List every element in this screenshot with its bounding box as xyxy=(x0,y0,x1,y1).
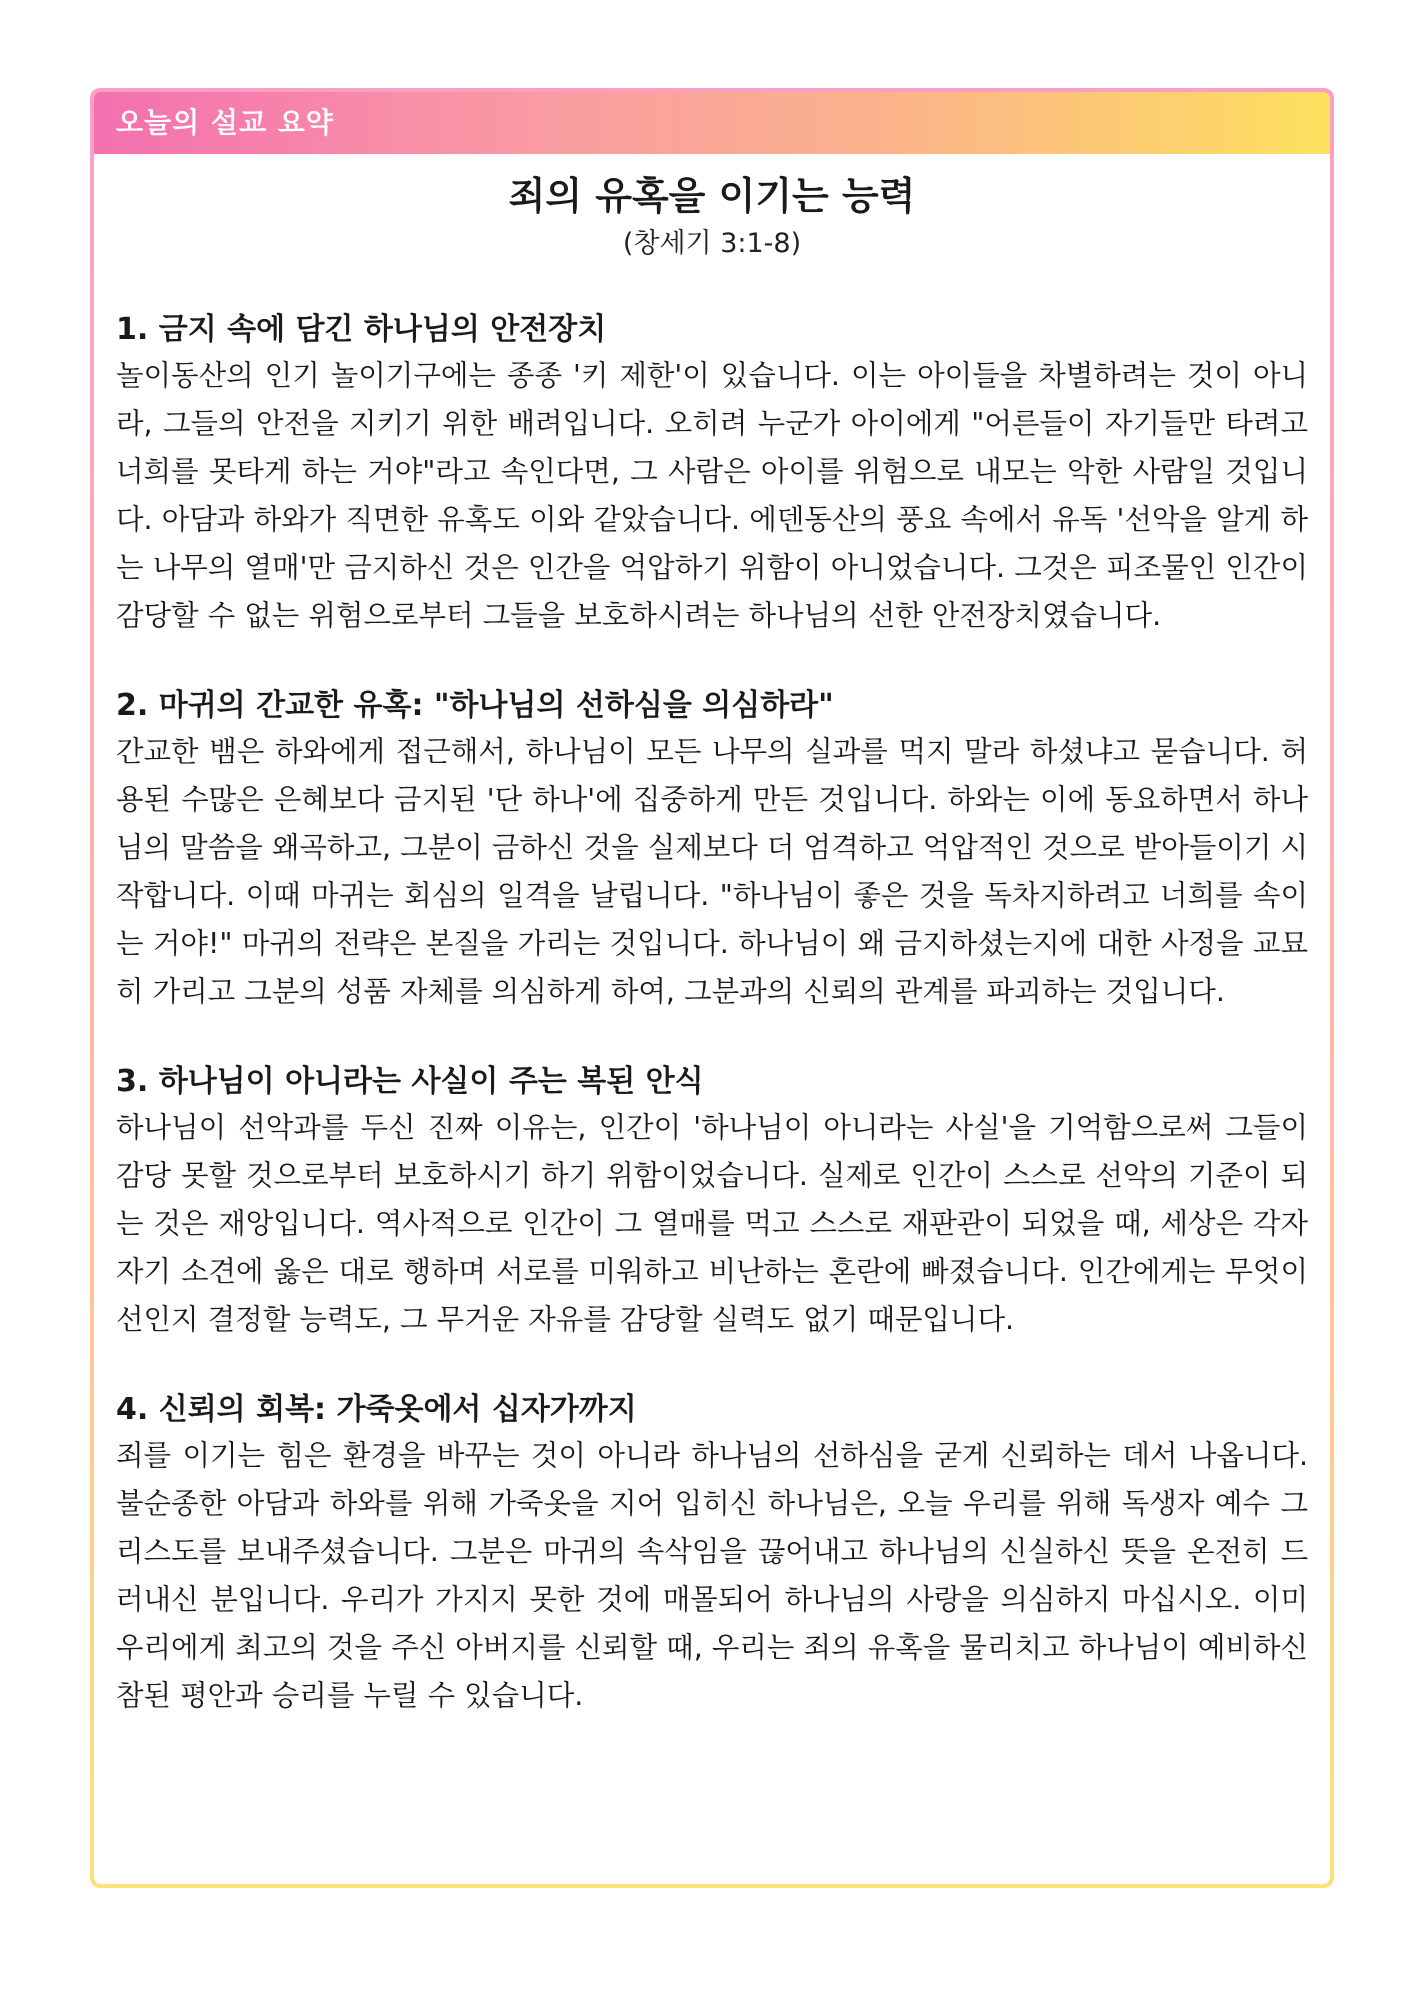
section-heading: 3. 하나님이 아니라는 사실이 주는 복된 안식 xyxy=(116,1064,704,1099)
section-body: 놀이동산의 인기 놀이기구에는 종종 '키 제한'이 있습니다. 이는 아이들을 차별하려는 것이 아니라, 그들의 안전을 지키기 위한 배려입니다. 오히려 누군가 아이에게 "어른들이 자기들만 타려고 너희를 못타게 하는 거야"라고 속인다면, 그 사람은 아이를 위험으로 내모는 악한 사람일 것입니다. 아담과 하와가 직면한 유혹도 이와 같았습니다. 에덴동산의 풍요 속에서 유독 '선악을 알게 하는 나무의 열매'만 금지하신 것은 인간을 억압하기 위함이 아니었습니다. 그것은 피조물인 인간이 감당할 수 없는 위험으로부터 그들을 보호하시려는 하나님의 선한 안전장치였습니다. xyxy=(116,359,1308,632)
section-body: 하나님이 선악과를 두신 진짜 이유는, 인간이 '하나님이 아니라는 사실'을 기억함으로써 그들이 감당 못할 것으로부터 보호하시기 하기 위함이었습니다. 실제로 인간이 스스로 선악의 기준이 되는 것은 재앙입니다. 역사적으로 인간이 그 열매를 먹고 스스로 재판관이 되었을 때, 세상은 각자 자기 소견에 옳은 대로 행하며 서로를 미워하고 비난하는 혼란에 빠졌습니다. 인간에게는 무엇이 선인지 결정할 능력도, 그 무거운 자유를 감당할 실력도 없기 때문입니다. xyxy=(116,1111,1308,1336)
header-label: 오늘의 설교 요약 xyxy=(116,106,334,139)
header-bar xyxy=(94,92,1330,154)
section-body: 간교한 뱀은 하와에게 접근해서, 하나님이 모든 나무의 실과를 먹지 말라 하셨냐고 묻습니다. 허용된 수많은 은혜보다 금지된 '단 하나'에 집중하게 만든 것입니다. 하와는 이에 동요하면서 하나님의 말씀을 왜곡하고, 그분이 금하신 것을 실제보다 더 엄격하고 억압적인 것으로 받아들이기 시작합니다. 이때 마귀는 회심의 일격을 날립니다. "하나님이 좋은 것을 독차지하려고 너희를 속이는 거야!" 마귀의 전략은 본질을 가리는 것입니다. 하나님이 왜 금지하셨는지에 대한 사정을 교묘히 가리고 그분의 성품 자체를 의심하게 하여, 그분과의 신뢰의 관계를 파괴하는 것입니다. xyxy=(116,735,1308,1008)
section-heading: 1. 금지 속에 담긴 하나님의 안전장치 xyxy=(116,312,607,347)
summary-content xyxy=(116,154,1308,1720)
section-2 xyxy=(116,684,1308,1016)
card-inner xyxy=(94,92,1330,1884)
sermon-title: 죄의 유혹을 이기는 능력 xyxy=(508,174,916,218)
section-4 xyxy=(116,1388,1308,1720)
section-body: 죄를 이기는 힘은 환경을 바꾸는 것이 아니라 하나님의 선하심을 굳게 신뢰하는 데서 나옵니다. 불순종한 아담과 하와를 위해 가죽옷을 지어 입히신 하나님은, 오늘 우리를 위해 독생자 예수 그리스도를 보내주셨습니다. 그분은 마귀의 속삭임을 끊어내고 하나님의 신실하신 뜻을 온전히 드러내신 분입니다. 우리가 가지지 못한 것에 매몰되어 하나님의 사랑을 의심하지 마십시오. 이미 우리에게 최고의 것을 주신 아버지를 신뢰할 때, 우리는 죄의 유혹을 물리치고 하나님이 예비하신 참된 평안과 승리를 누릴 수 있습니다. xyxy=(116,1439,1308,1712)
section-heading: 2. 마귀의 간교한 유혹: "하나님의 선하심을 의심하라" xyxy=(116,688,834,723)
sermon-summary-card xyxy=(90,88,1334,1888)
section-3 xyxy=(116,1060,1308,1344)
scripture-reference: (창세기 3:1-8) xyxy=(622,228,802,259)
section-heading: 4. 신뢰의 회복: 가죽옷에서 십자가까지 xyxy=(116,1392,637,1427)
section-1 xyxy=(116,308,1308,640)
